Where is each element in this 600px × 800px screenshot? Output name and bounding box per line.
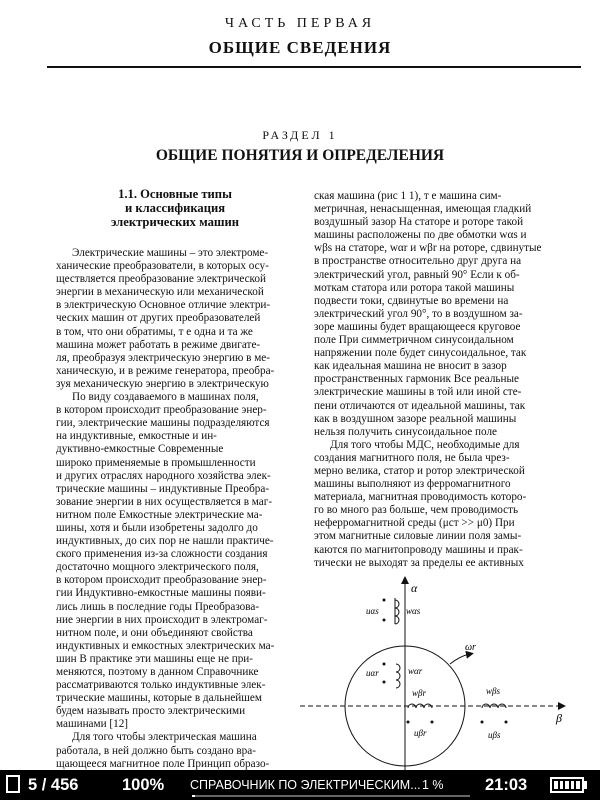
zoom-level[interactable]: 100% (122, 776, 165, 794)
text-line: шины, хотя и были изобретены задолго до (56, 521, 258, 534)
text-line: подвести токи, сдвинутые во времени на (314, 294, 509, 307)
text-line: пени отличаются от идеальной машины, так (314, 399, 526, 412)
w-beta-s-label: wβs (486, 686, 500, 696)
rotor-alpha-winding (383, 663, 401, 689)
subsection-title-line: и классификация (124, 201, 226, 215)
text-line: машинами [12] (56, 718, 129, 731)
part-label: ЧАСТЬ ПЕРВАЯ (224, 16, 376, 31)
text-line: создания магнитного поля, не была чрез- (314, 451, 510, 464)
text-line: тически не выходят за пределы ее активных (314, 556, 524, 569)
text-line: электрические машины в той или иной сте- (314, 386, 522, 399)
text-line: на индуктивные, емкостные и ин- (56, 430, 217, 443)
progress-percent: 1 % (422, 778, 444, 792)
header-rule (47, 66, 581, 68)
text-line: щающееся магнитное поле Принцип образо- (56, 757, 270, 770)
text-line: По виду создаваемого в машинах поля, (72, 391, 259, 404)
text-line: электрический угол 90°, то в воздушном за- (314, 307, 523, 320)
text-line: лись лишь в последние годы Преобразова- (56, 600, 260, 613)
text-line: моткам статора или ротора такой машины (314, 281, 515, 294)
subsection-title-line: 1.1. Основные типы (118, 187, 232, 201)
text-line: рассматриваются только индуктивные элек- (56, 679, 266, 692)
text-line: нельзя получить синусоидальное поле (314, 425, 497, 438)
text-line: машины выполняют из ферромагнитного (314, 478, 511, 491)
machine-winding-diagram (300, 576, 570, 770)
text-line: индуктивных и емкостных электрических ма- (56, 639, 275, 652)
text-line: в котором происходит преобразование энер- (56, 404, 267, 417)
omega-label: ωr (465, 642, 476, 653)
book-title: СПРАВОЧНИК ПО ЭЛЕКТРИЧЕСКИМ... (190, 778, 421, 792)
text-line: машины расположены по две обмотки wαs и (314, 229, 527, 242)
text-line: в пространстве относительно друг друга на (314, 255, 522, 268)
text-line: будем называть просто электрическими (56, 705, 246, 718)
text-line: нитном поле, и они объединяют свойства (56, 626, 253, 639)
battery-cell (565, 781, 569, 789)
text-line: воздушный зазор На статоре и роторе такой (314, 216, 524, 229)
progress-bar-fill (192, 795, 195, 797)
w-alpha-s-label: wαs (406, 606, 421, 616)
part-title: ОБЩИЕ СВЕДЕНИЯ (208, 38, 392, 57)
w-alpha-r-label: wαr (408, 666, 423, 676)
progress-bar[interactable] (192, 795, 470, 797)
reader-status-bar[interactable] (0, 770, 600, 800)
text-line: ханические преобразователи, в которых осу- (56, 260, 269, 273)
battery-cell (571, 781, 575, 789)
u-alpha-s-label: uαs (366, 606, 379, 616)
text-line: индуктивных, до сих пор не нашли практиче- (56, 535, 274, 548)
text-line: в котором происходит преобразование энер- (56, 574, 267, 587)
battery-tip (584, 781, 587, 789)
text-line: работала, в ней должно быть создано вра- (56, 744, 256, 757)
right-column (314, 190, 552, 570)
text-line: зуя механическую энергию в электрическую (56, 377, 269, 390)
left-column-text (56, 247, 294, 770)
text-line: ществляется преобразование электрической (56, 273, 266, 286)
text-line: зование энергии в них осуществляется в маг- (56, 495, 273, 508)
text-line: гии Индуктивно-емкостные машины появи- (56, 587, 266, 600)
text-line: ская машина (рис 1 1), т е машина сим- (314, 190, 502, 202)
text-line: ческих машин от других преобразователей (56, 312, 261, 325)
text-line: Для того чтобы электрическая машина (72, 731, 257, 744)
clock: 21:03 (485, 776, 528, 794)
text-line: электрический угол, равный 90° Если к об- (314, 268, 520, 281)
text-line: пространственных гармоник Все реальные (314, 373, 520, 386)
text-line: каются по магнитопроводу машины и прак- (314, 543, 523, 556)
text-line: дуктивно-емкостные Современные (56, 443, 224, 456)
w-beta-r-label: wβr (412, 688, 426, 698)
page-counter[interactable]: 5 / 456 (28, 776, 79, 794)
rotor-beta-winding (407, 704, 434, 724)
battery-cell (560, 781, 564, 789)
section-title: ОБЩИЕ ПОНЯТИЯ И ОПРЕДЕЛЕНИЯ (155, 147, 445, 164)
battery-cell (554, 781, 558, 789)
menu-square-icon[interactable] (6, 775, 20, 793)
rotation-arrow (450, 654, 470, 664)
stator-beta-winding (481, 704, 508, 724)
text-line: энергии в механическую или механической (56, 286, 264, 299)
text-line: ского применения из-за сложности создания (56, 548, 268, 561)
text-line: широко применяемые в промышленности (56, 456, 256, 469)
battery-cells (554, 781, 580, 789)
text-line: го во много раз больше, чем проводимость (314, 504, 519, 517)
text-line: мерно велика, статор и ротор электрической (314, 464, 525, 477)
text-line: гии, электрические машины подразделяются (56, 417, 270, 430)
text-line: трические машины, которые в дальнейшем (56, 692, 262, 705)
text-line: как идеальная машина не вносит в зазор (314, 360, 507, 373)
text-line: напряжении поле будет синусоидальное, так (314, 347, 527, 360)
text-line: трические машины – индуктивные Преобра- (56, 482, 270, 495)
text-line: меняются, поэтому в данном Справочнике (56, 666, 259, 678)
text-line: машина может работать в режиме двигате- (56, 338, 261, 351)
battery-icon (550, 777, 584, 793)
u-beta-s-label: uβs (488, 730, 501, 740)
stator-alpha-winding (383, 598, 400, 624)
battery-cell (576, 781, 580, 789)
text-line: материала, магнитная проводимость которо- (314, 491, 527, 504)
text-line: Для того чтобы МДС, необходимые для (330, 438, 520, 451)
right-column-text (314, 190, 552, 570)
text-line: и других отраслях народного хозяйства элек- (56, 469, 271, 482)
text-line: Электрические машины – это электроме- (72, 247, 269, 259)
text-line: как в воздушном зазоре реальной машины (314, 412, 517, 425)
section-label: РАЗДЕЛ 1 (262, 128, 338, 142)
left-column (56, 187, 294, 770)
text-line: этом магнитные силовые линии поля замы- (314, 530, 522, 543)
text-line: в электрическую Основное отличие электри- (56, 299, 271, 312)
subsection-title-line: электрических машин (110, 215, 240, 229)
text-line: неферромагнитной среды (μст >> μ0) При (314, 517, 515, 530)
text-line: достаточно мощного электрического поля, (56, 561, 259, 574)
text-line: зоре машины будет вращающееся круговое (314, 320, 521, 333)
text-line: шин В практике эти машины еще не при- (56, 652, 254, 665)
u-beta-r-label: uβr (414, 728, 427, 738)
text-line: метричная, ненасыщенная, имеющая гладкий (314, 203, 532, 216)
u-alpha-r-label: uαr (366, 668, 379, 678)
subsection-title (56, 187, 294, 229)
text-line: wβs на статоре, wαr и wβr на роторе, сдвинутые (314, 242, 542, 255)
text-line: в том, что они обратимы, т е одна и та же (56, 325, 253, 338)
text-line: ля, преобразуя электрическую энергию в ме- (56, 351, 270, 364)
text-line: ханическую, и в режиме генератора, преобра- (56, 364, 275, 377)
text-line: ние энергии в них происходит в электромаг- (56, 613, 268, 626)
beta-label: β (556, 711, 562, 725)
text-line: нитном поле Емкостные электрические ма- (56, 508, 263, 521)
alpha-label: α (411, 581, 418, 595)
text-line: поле При симметричном синусоидальном (314, 334, 514, 347)
